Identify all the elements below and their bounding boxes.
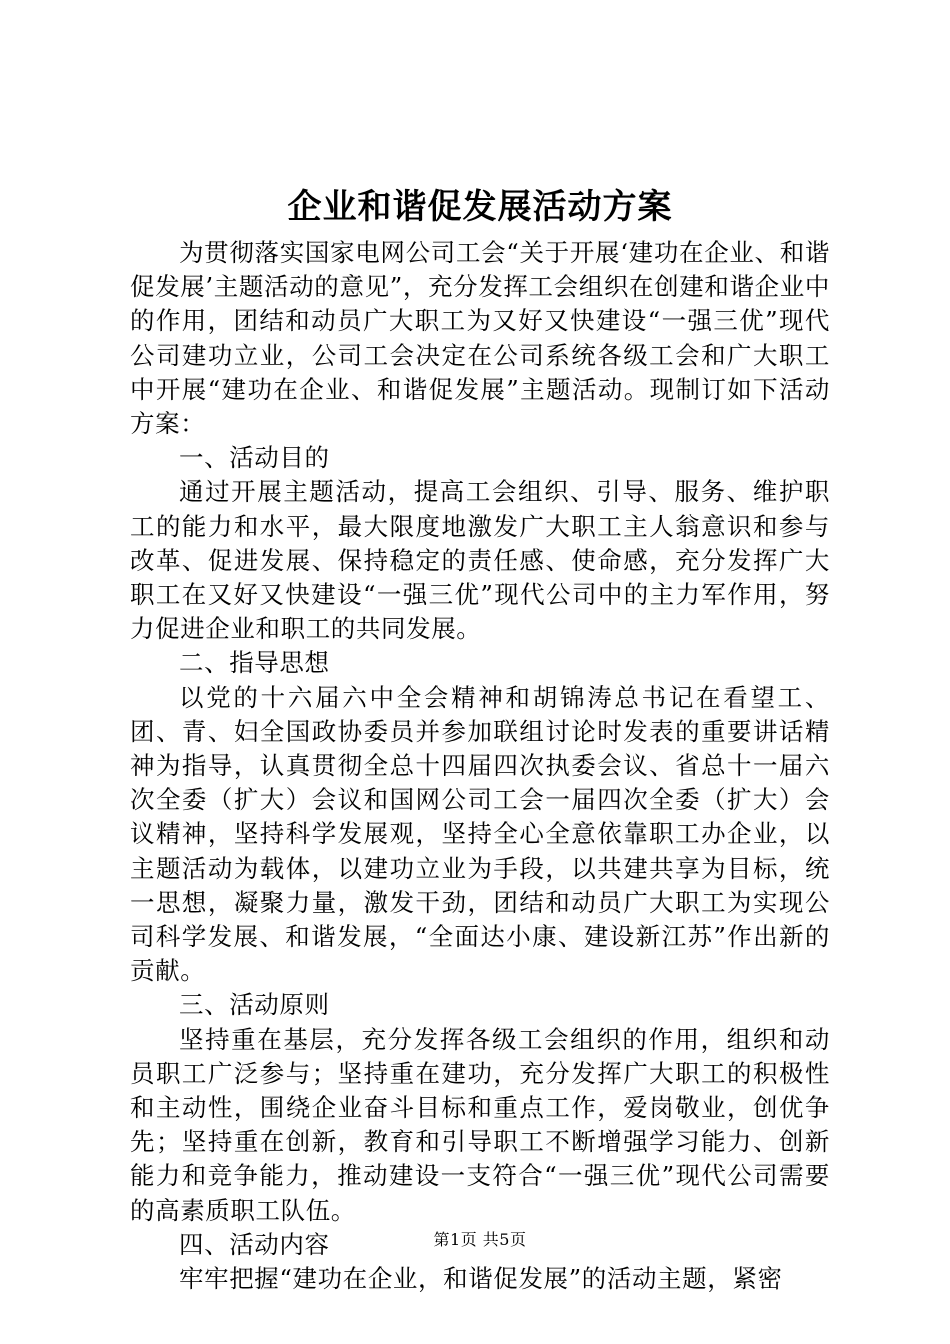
- section-heading-guiding-thought: 二、指导思想: [179, 648, 330, 678]
- section-heading-content: 四、活动内容: [179, 1229, 330, 1259]
- intro-paragraph: 为贯彻落实国家电网公司工会“关于开展‘建功在企业、和谐促发展’主题活动的意见”，充分发挥工会组织在创建和谐企业中的作用，团结和动员广大职工为又好又快建设“一强三优”现代公司建功立业，公司工会决定在公司系统各级工会和广大职工中开展“建功在企业、和谐促发展”主题活动。现制订如下活动方案：: [130, 238, 830, 439]
- content-paragraph: 牢牢把握“建功在企业，和谐促发展”的活动主题，紧密: [179, 1264, 783, 1294]
- section-heading-principles: 三、活动原则: [179, 990, 330, 1020]
- document-body: [130, 236, 830, 1296]
- page-number-footer: 第1页 共5页: [433, 1230, 527, 1249]
- document-title: 企业和谐促发展活动方案: [287, 187, 673, 227]
- section-heading-purpose: 一、活动目的: [179, 443, 330, 473]
- guiding-thought-paragraph: 以党的十六届六中全会精神和胡锦涛总书记在看望工、团、青、妇全国政协委员并参加联组讨论时发表的重要讲话精神为指导，认真贯彻全总十四届四次执委会议、省总十一届六次全委（扩大）会议和国网公司工会一届四次全委（扩大）会议精神，坚持科学发展观，坚持全心全意依靠职工办企业，以主题活动为载体，以建功立业为手段，以共建共享为目标，统一思想，凝聚力量，激发干劲，团结和动员广大职工为实现公司科学发展、和谐发展，“全面达小康、建设新江苏”作出新的贡献。: [130, 682, 830, 986]
- principles-paragraph: 坚持重在基层，充分发挥各级工会组织的作用，组织和动员职工广泛参与；坚持重在建功，充分发挥广大职工的积极性和主动性，围绕企业奋斗目标和重点工作，爱岗敬业，创优争先；坚持重在创新，教育和引导职工不断增强学习能力、创新能力和竞争能力，推动建设一支符合“一强三优”现代公司需要的高素质职工队伍。: [130, 1024, 830, 1225]
- purpose-paragraph: 通过开展主题活动，提高工会组织、引导、服务、维护职工的能力和水平，最大限度地激发广大职工主人翁意识和参与改革、促进发展、保持稳定的责任感、使命感，充分发挥广大职工在又好又快建设“一强三优”现代公司中的主力军作用，努力促进企业和职工的共同发展。: [130, 477, 830, 644]
